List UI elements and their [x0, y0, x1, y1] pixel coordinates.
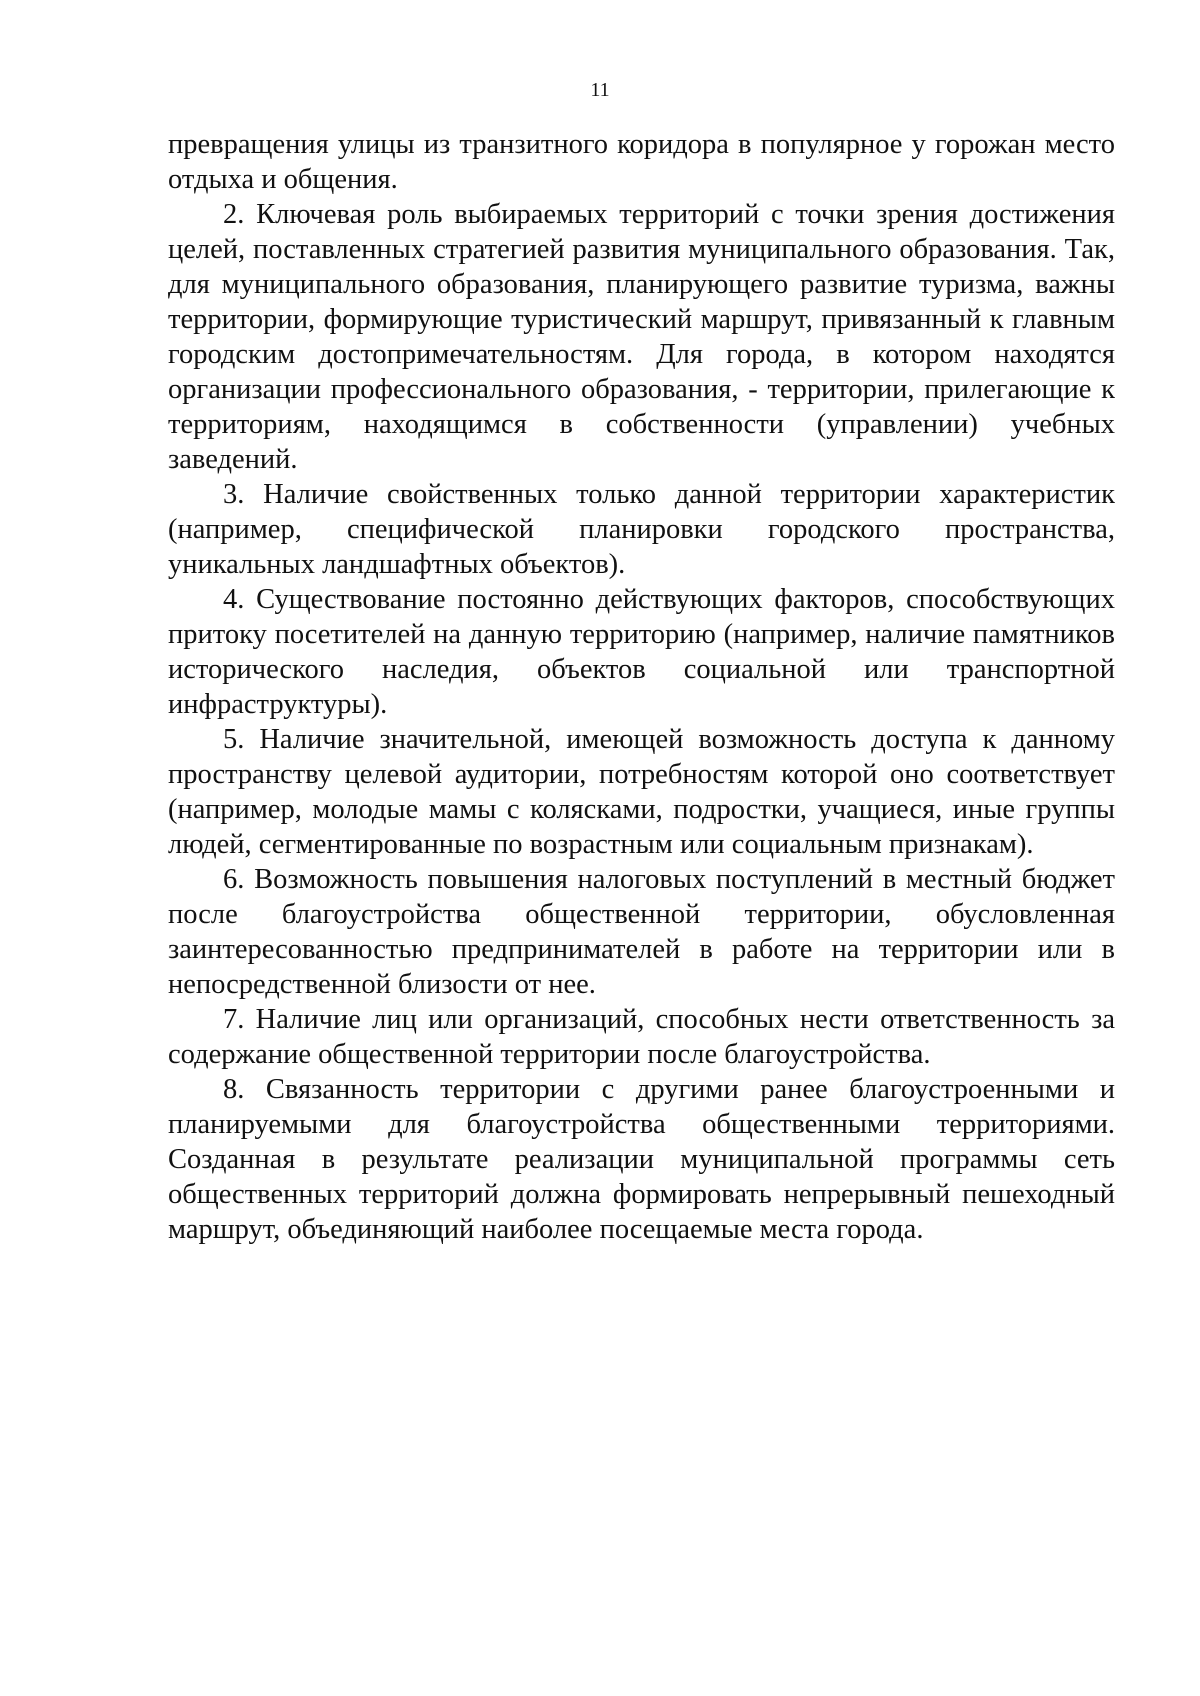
paragraph-item-5: 5. Наличие значительной, имеющей возможность доступа к данному пространству целевой аудитории, потребностям которой оно соответствует (например, молодые мамы с колясками, подростки, учащиеся, иные группы людей, сегментированные по возрастным или социальным признакам). [168, 724, 1115, 860]
paragraph-item-2: 2. Ключевая роль выбираемых территорий с точки зрения достижения целей, поставленных стратегией развития муниципального образования. Так, для муниципального образования, планирующего развитие туризма, важны территории, формирующие туристический маршрут, привязанный к главным городским достопримечательностям. Для города, в котором находятся организации профессионального образования, - территории, прилегающие к территориям, находящимся в собственности (управлении) учебных заведений. [168, 199, 1115, 475]
paragraph-continuation: превращения улицы из транзитного коридора в популярное у горожан место отдыха и общения. [168, 129, 1115, 195]
paragraph-item-7: 7. Наличие лиц или организаций, способных нести ответственность за содержание общественной территории после благоустройства. [168, 1004, 1115, 1070]
page-number: 11 [590, 79, 610, 101]
paragraph-item-3: 3. Наличие свойственных только данной территории характеристик (например, специфической планировки городского пространства, уникальных ландшафтных объектов). [168, 479, 1115, 580]
paragraph-item-6: 6. Возможность повышения налоговых поступлений в местный бюджет после благоустройства общественной территории, обусловленная заинтересованностью предпринимателей в работе на территории или в непосредственной близости от нее. [168, 864, 1115, 1000]
paragraph-item-4: 4. Существование постоянно действующих факторов, способствующих притоку посетителей на данную территорию (например, наличие памятников исторического наследия, объектов социальной или транспортной инфраструктуры). [168, 584, 1115, 720]
document-body [168, 127, 1115, 1247]
paragraph-item-8: 8. Связанность территории с другими ранее благоустроенными и планируемыми для благоустройства общественными территориями. Созданная в результате реализации муниципальной программы сеть общественных территорий должна формировать непрерывный пешеходный маршрут, объединяющий наиболее посещаемые места города. [168, 1074, 1115, 1245]
